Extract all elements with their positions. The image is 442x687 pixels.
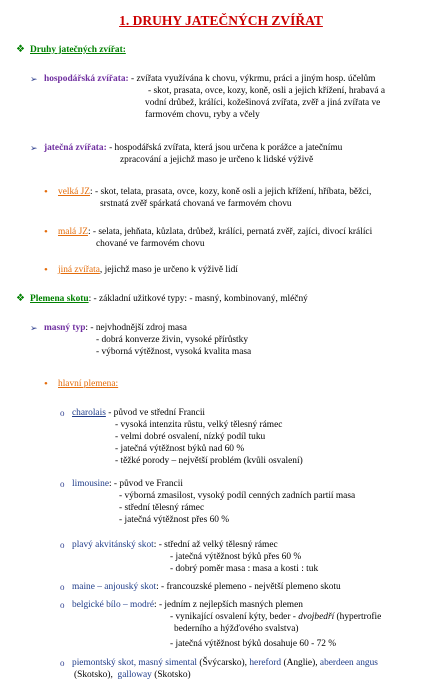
charolais-text-1: - původ ve střední Francii <box>105 408 206 418</box>
hlavni-plemena-heading: hlavní plemena: <box>58 379 119 389</box>
masny-text-1: : - nejvhodnější zdroj masa <box>85 323 187 333</box>
dot-bullet-icon: • <box>44 264 48 276</box>
mala-line-1 <box>58 226 372 238</box>
jat-text-1: - hospodářská zvířata, která jsou určena k porážce a jatečnímu <box>106 143 343 153</box>
plavy-line-3: - dobrý poměr masa : masa a kosti : tuk <box>170 564 319 574</box>
limousine-line-3: - střední tělesný rámec <box>119 503 205 513</box>
plavy-name: plavý akvitánský skot <box>72 540 154 550</box>
circle-bullet-icon: o <box>60 582 65 592</box>
charolais-line-4: - jatečná výtěžnost býků nad 60 % <box>115 444 245 454</box>
maine-line <box>72 581 341 593</box>
charolais-line-3: - velmi dobré osvalení, nízký podíl tuku <box>115 432 266 442</box>
belgicke-text-2a: - vynikající osvalení kýty, beder - <box>170 612 299 622</box>
velka-line-2: srstnatá zvěř spárkatá chovaná ve farmovém chovu <box>100 199 292 209</box>
last-text-d: (Anglie), <box>281 658 320 668</box>
circle-bullet-icon: o <box>60 479 65 489</box>
velka-label: velká JZ <box>58 187 91 197</box>
limousine-text-1: : - původ ve Francii <box>108 479 183 489</box>
arrow-bullet-icon: ➢ <box>30 323 38 333</box>
circle-bullet-icon: o <box>60 600 65 610</box>
belgicke-name: belgické bílo – modré <box>72 600 155 610</box>
charolais-name: charolais <box>72 408 106 418</box>
charolais-line-2: - vysoká intenzita růstu, velký tělesný rámec <box>115 420 283 430</box>
limousine-line-2: - výborná zmasilost, vysoký podíl cenných zadních partií masa <box>119 491 356 501</box>
diamond-bullet-icon: ❖ <box>16 293 25 304</box>
dot-bullet-icon: • <box>44 186 48 198</box>
belgicke-line-1 <box>72 599 303 611</box>
belgicke-line-4: - jatečná výtěžnost býků dosahuje 60 - 72 % <box>170 639 337 649</box>
maine-name: maine – anjouský skot <box>72 582 157 592</box>
page-title: 1. DRUHY JATEČNÝCH ZVÍŘAT <box>119 13 323 28</box>
jina-text: , jejichž maso je určeno k výživě lidí <box>99 265 238 275</box>
jina-line <box>58 264 238 276</box>
hosp-line-1 <box>44 73 375 85</box>
belgicke-text-2c: (hypertrofie <box>334 612 382 622</box>
dot-bullet-icon: • <box>44 226 48 238</box>
maine-text: : - francouzské plemeno - největší plemeno skotu <box>156 582 341 592</box>
mala-line-2: chované ve farmovém chovu <box>96 239 205 249</box>
mala-label: malá JZ <box>58 227 88 237</box>
dot-bullet-icon: • <box>44 378 48 390</box>
hosp-text-1: - zvířata využívána k chovu, výkrmu, práci a jiným hosp. účelům <box>130 74 376 84</box>
charolais-line-5: - těžké porody – největší problém (kvůli osvalení) <box>115 456 303 466</box>
masny-line-1 <box>44 322 187 334</box>
last-text-f: (Skotsko), <box>74 670 113 680</box>
jat-label: jatečná zvířata: <box>44 143 107 153</box>
plemena-heading-rest: : - základní užitkové typy: - masný, kombinovaný, mléčný <box>88 294 308 304</box>
arrow-bullet-icon: ➢ <box>30 143 38 153</box>
belgicke-line-2 <box>170 611 381 623</box>
last-line-2 <box>74 669 191 681</box>
masny-label: masný typ <box>44 323 86 333</box>
circle-bullet-icon: o <box>60 658 65 668</box>
jat-line-1 <box>44 142 342 154</box>
jat-line-2: zpracování a jejichž maso je určeno k lidské výživě <box>120 155 314 165</box>
belgicke-text-2b: dvojbedří <box>298 612 335 622</box>
masny-line-2: - dobrá konverze živin, vysoké přírůstky <box>96 335 249 345</box>
last-text-h: (Skotsko) <box>151 670 191 680</box>
velka-text-1: : - skot, telata, prasata, ovce, kozy, koně osli a jejich křížení, hříbata, běžci, <box>90 187 372 197</box>
last-line-1 <box>72 657 378 669</box>
plavy-line-1 <box>72 539 278 551</box>
diamond-bullet-icon: ❖ <box>16 44 25 55</box>
circle-bullet-icon: o <box>60 540 65 550</box>
mala-text-1: : - selata, jehňata, kůzlata, drůbež, králíci, pernatá zvěř, zajíci, divocí králíci <box>87 227 373 237</box>
plavy-line-2: - jatečná výtěžnost býků přes 60 % <box>170 552 302 562</box>
breed-aberdeen-angus: aberdeen angus <box>319 658 378 668</box>
belgicke-text-1: : - jedním z nejlepších masných plemen <box>154 600 303 610</box>
last-text-b: (Švýcarsko), <box>197 658 250 668</box>
plavy-text-1: : - střední až velký tělesný rámec <box>153 540 278 550</box>
circle-bullet-icon: o <box>60 408 65 418</box>
plemena-heading-line <box>30 293 308 305</box>
masny-line-3: - výborná výtěžnost, vysoká kvalita masa <box>96 347 252 357</box>
section-heading-druhy: Druhy jatečných zvířat: <box>30 45 126 55</box>
hosp-label: hospodářská zvířata: <box>44 74 129 84</box>
breed-piemontsky-simental: piemontský skot, masný simental <box>72 658 197 668</box>
charolais-line-1 <box>72 407 205 419</box>
hosp-line-4: farmovém chovu, ryby a včely <box>145 110 260 120</box>
arrow-bullet-icon: ➢ <box>30 74 38 84</box>
limousine-name: limousine <box>72 479 109 489</box>
velka-line-1 <box>58 186 371 198</box>
belgicke-line-3: bederního a hýžďového svalstva) <box>174 624 299 634</box>
breed-hereford: hereford <box>249 658 282 668</box>
limousine-line-4: - jatečná výtěžnost přes 60 % <box>119 515 230 525</box>
hosp-line-3: vodní drůbež, králíci, kožešinová zvířata, zvěř a jiná zvířata ve <box>145 98 381 108</box>
section-heading-plemena: Plemena skotu <box>30 294 89 304</box>
hosp-line-2: - skot, prasata, ovce, kozy, koně, osli a jejich křížení, hrabavá a <box>148 86 386 96</box>
jina-label: jiná zvířata <box>58 265 100 275</box>
limousine-line-1 <box>72 478 183 490</box>
breed-galloway: galloway <box>117 670 152 680</box>
